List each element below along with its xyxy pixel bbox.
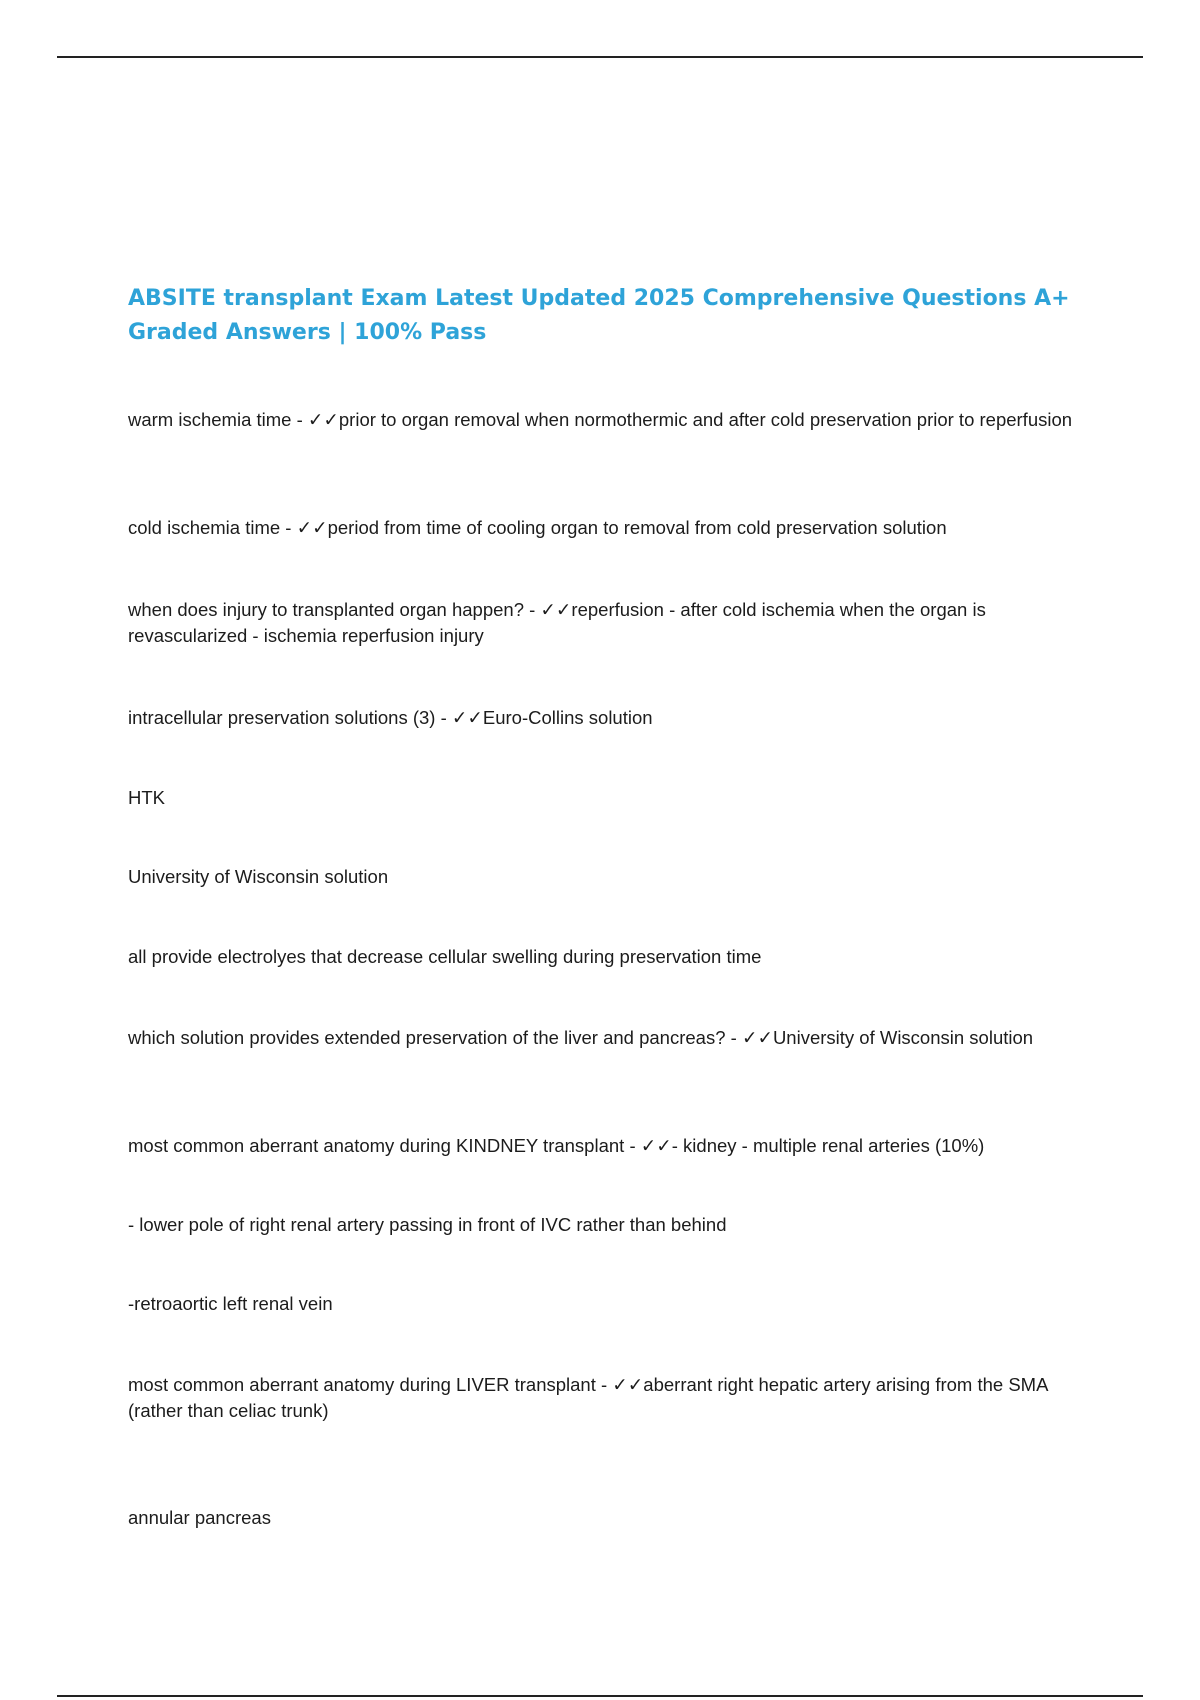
paragraph-injury-timing: when does injury to transplanted organ happen? - ✓✓reperfusion - after cold ischemia when the organ is revascularized - ischemia reperfusion injury bbox=[128, 599, 986, 646]
document-title: ABSITE transplant Exam Latest Updated 2025 Comprehensive Questions A+ Graded Answers | 100% Pass bbox=[128, 286, 1070, 345]
paragraph-htk: HTK bbox=[128, 787, 165, 808]
paragraph-electrolytes: all provide electrolyes that decrease cellular swelling during preservation time bbox=[128, 946, 762, 967]
paragraph-warm-ischemia: warm ischemia time - ✓✓prior to organ removal when normothermic and after cold preservation prior to reperfusion bbox=[128, 409, 1073, 430]
paragraph-retroaortic-vein: -retroaortic left renal vein bbox=[128, 1293, 333, 1314]
paragraph-kidney-anatomy: most common aberrant anatomy during KINDNEY transplant - ✓✓- kidney - multiple renal arteries (10%) bbox=[128, 1135, 985, 1156]
paragraph-lower-pole-artery: - lower pole of right renal artery passing in front of IVC rather than behind bbox=[128, 1214, 727, 1235]
paragraph-cold-ischemia: cold ischemia time - ✓✓period from time of cooling organ to removal from cold preservation solution bbox=[128, 517, 947, 538]
top-rule bbox=[57, 56, 1143, 58]
bottom-rule bbox=[57, 1695, 1143, 1697]
paragraph-liver-anatomy: most common aberrant anatomy during LIVER transplant - ✓✓aberrant right hepatic artery arising from the SMA (rather than celiac trunk) bbox=[128, 1374, 1048, 1421]
paragraph-annular-pancreas: annular pancreas bbox=[128, 1507, 271, 1528]
paragraph-extended-preservation: which solution provides extended preservation of the liver and pancreas? - ✓✓University of Wisconsin solution bbox=[128, 1027, 1034, 1048]
paragraph-intracellular-solutions: intracellular preservation solutions (3) - ✓✓Euro-Collins solution bbox=[128, 707, 653, 728]
paragraph-uw-solution: University of Wisconsin solution bbox=[128, 866, 389, 887]
